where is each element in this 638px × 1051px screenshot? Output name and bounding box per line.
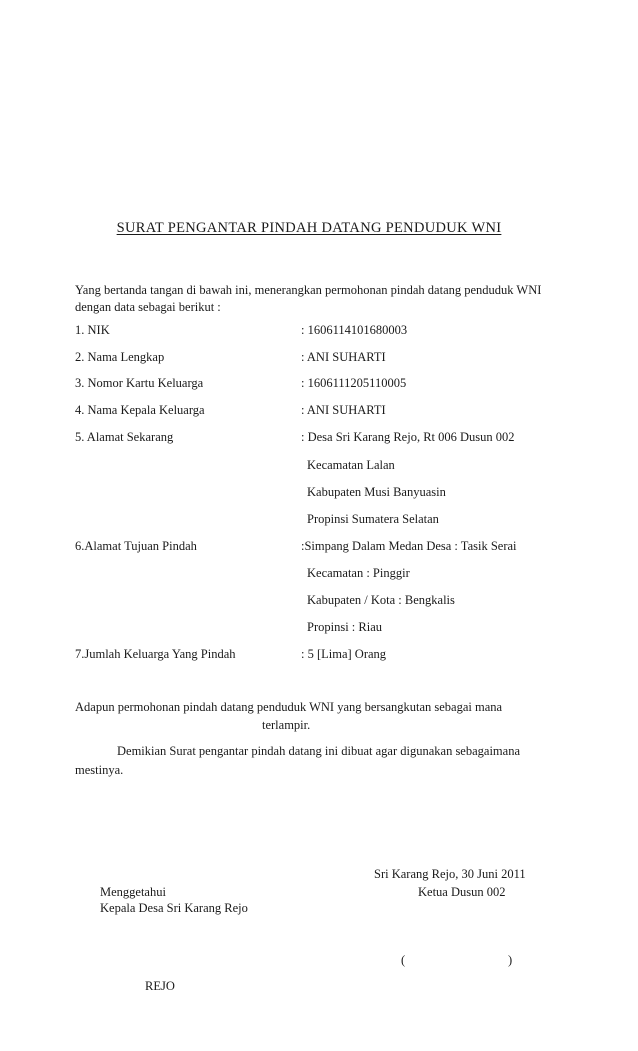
field-value-jumlah-keluarga: : 5 [Lima] Orang (301, 647, 387, 661)
known-by-label: Menggetahui (100, 885, 166, 899)
signature-paren-close: ) (508, 953, 513, 967)
place-date: Sri Karang Rejo, 30 Juni 2011 (374, 867, 526, 881)
field-value-alamat-kabupaten: Kabupaten Musi Banyuasin (307, 485, 446, 499)
field-label-jumlah-keluarga: 7.Jumlah Keluarga Yang Pindah (75, 647, 236, 661)
field-value-alamat-kecamatan: Kecamatan Lalan (307, 458, 395, 472)
field-value-alamat-propinsi: Propinsi Sumatera Selatan (307, 512, 439, 526)
field-label-alamat-tujuan: 6.Alamat Tujuan Pindah (75, 539, 197, 553)
field-value-nik: : 1606114101680003 (301, 323, 408, 337)
field-label-nama: 2. Nama Lengkap (75, 350, 165, 364)
field-value-alamat-sekarang: : Desa Sri Karang Rejo, Rt 006 Dusun 002 (301, 430, 515, 444)
paragraph-attachment-line1: Adapun permohonan pindah datang penduduk WNI yang bersangkutan sebagai mana (75, 700, 503, 714)
signature-paren-open: ( (401, 953, 406, 967)
paragraph-attachment-line2: terlampir. (262, 718, 311, 732)
field-value-alamat-tujuan: :Simpang Dalam Medan Desa : Tasik Serai (301, 539, 517, 553)
field-value-kk: : 1606111205110005 (301, 376, 407, 390)
field-label-nik: 1. NIK (75, 323, 110, 337)
paragraph-closing-line1: Demikian Surat pengantar pindah datang ini dibuat agar digunakan sebagaimana (117, 744, 520, 758)
field-value-kepala-keluarga: : ANI SUHARTI (301, 403, 386, 417)
field-value-tujuan-kecamatan: Kecamatan : Pinggir (307, 566, 410, 580)
field-value-tujuan-propinsi: Propinsi : Riau (307, 620, 383, 634)
field-label-kk: 3. Nomor Kartu Keluarga (75, 376, 204, 390)
field-label-kepala-keluarga: 4. Nama Kepala Keluarga (75, 403, 205, 417)
field-label-alamat-sekarang: 5. Alamat Sekarang (75, 430, 174, 444)
paragraph-closing-line2: mestinya. (75, 763, 124, 777)
field-value-tujuan-kabupaten: Kabupaten / Kota : Bengkalis (307, 593, 455, 607)
village-head-name: REJO (145, 979, 175, 993)
field-value-nama: : ANI SUHARTI (301, 350, 386, 364)
village-head-title: Kepala Desa Sri Karang Rejo (100, 901, 248, 915)
intro-paragraph: Yang bertanda tangan di bawah ini, menerangkan permohonan pindah datang penduduk WNI dengan data sebagai berikut : (75, 283, 542, 314)
hamlet-head-title: Ketua Dusun 002 (418, 885, 506, 899)
document-title: SURAT PENGANTAR PINDAH DATANG PENDUDUK WNI (116, 220, 502, 236)
